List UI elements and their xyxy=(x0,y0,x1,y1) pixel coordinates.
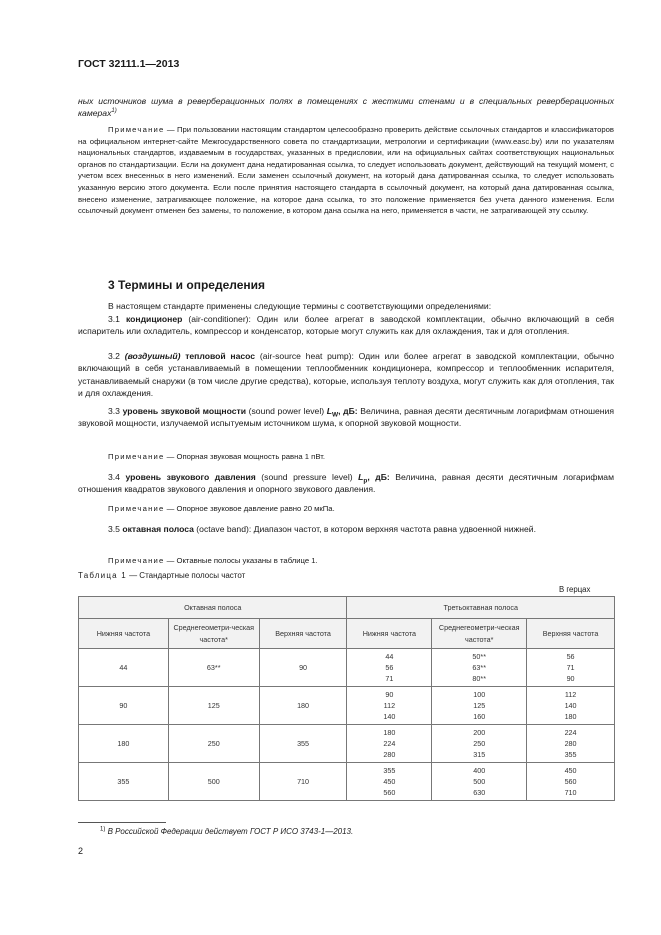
note-3-4: Примечание — Опорное звуковое давление равно 20 мкПа. xyxy=(108,504,335,513)
term-3-5: 3.5 октавная полоса (octave band): Диапазон частот, в котором верхняя частота равна удвоенной нижней. xyxy=(108,524,536,534)
header-octave-center: Среднегеометри-ческая частота* xyxy=(168,619,259,649)
cell: 44 56 71 xyxy=(347,649,432,687)
continued-paragraph: ных источников шума в реверберационных полях в помещениях с жесткими стенами и в специальных реверберационных камерах$^{1)}$ xyxy=(78,96,614,119)
cell: 90 112 140 xyxy=(347,687,432,725)
cell: 200 250 315 xyxy=(432,725,527,763)
page-number: 2 xyxy=(78,846,84,856)
note-3-5: Примечание — Октавные полосы указаны в таблице 1. xyxy=(108,556,318,565)
cell: 125 xyxy=(168,687,259,725)
footnote: $^{1)}$ В Российской Федерации действует ГОСТ Р ИСО 3743-1—2013. xyxy=(100,826,354,836)
note-references: Примечание — При пользовании настоящим стандартом целесообразно проверить действие ссылочных стандартов и классификаторов на официальном интернет-сайте Межгосударственного совета по стандартизации, метрологии и сертификации (www.easc.by) или по указателям национальных стандартов, издаваемым в государствах, указанных в предисловии, или на официальных сайтах соответствующих национальных органов по стандартизации. Если на документ дана недатированная ссылка, то следует использовать документ, действующий на текущий момент, с учетом всех внесенных в него изменений. Если заменен ссылочный документ, на который дана датированная ссылка, то следует использовать указанную версию этого документа. Если после принятия настоящего стандарта в ссылочный документ, на который дана датированная ссылка, внесено изменение, затрагивающее положение, на которое дана ссылка, то это положение применяется без учета данного изменения. Если ссылочный документ отменен без замены, то положение, в котором дана ссылка на него, применяется в части, не затрагивающей эту ссылку. xyxy=(78,125,614,216)
term-3-4: 3.4 уровень звукового давления (sound pressure level) $L_p$, дБ: Величина, равная десяти десятичным логарифмам отношения квадратов звукового давления и опорного звукового давления. xyxy=(78,472,614,495)
cell: 500 xyxy=(168,763,259,801)
table-row xyxy=(79,763,615,801)
cell: 450 560 710 xyxy=(527,763,615,801)
cell: 355 xyxy=(259,725,347,763)
header-third-lower: Нижняя частота xyxy=(347,619,432,649)
cell: 250 xyxy=(168,725,259,763)
term-3-3: 3.3 уровень звуковой мощности (sound power level) $L_W$, дБ: Величина, равная десяти десятичным логарифмам отношения звуковой мощности, излучаемой испытуемым источником шума, к опорной звуковой мощности. xyxy=(78,406,614,429)
header-third-center: Среднегеометри-ческая частота* xyxy=(432,619,527,649)
cell: 180 224 280 xyxy=(347,725,432,763)
cell: 355 450 560 xyxy=(347,763,432,801)
table-caption: Таблица 1 — Стандартные полосы частот xyxy=(78,571,246,580)
term-3-1: 3.1 кондиционер (air-conditioner): Один или более агрегат в заводской комплектации, обычно включающий в себя испаритель или охладитель, компрессор и конденсатор, которые могут служить как для охлаждения, так и для отопления. xyxy=(78,314,614,337)
note-3-3: Примечание — Опорная звуковая мощность равна 1 пВт. xyxy=(108,452,326,461)
table-row xyxy=(79,649,615,687)
cell: 63** xyxy=(168,649,259,687)
table-row xyxy=(79,687,615,725)
footnote-divider xyxy=(78,822,166,823)
header-third-octave-band: Третьоктавная полоса xyxy=(347,597,615,619)
term-3-2: 3.2 (воздушный) тепловой насос (air-source heat pump): Один или более агрегат в заводской комплектации, обычно включающий в себя устанавливаемый в помещении теплообменник кондиционера, компрессор и теплообменник испарителя, устанавливаемый снаружи (в том числе другие средства), которые, используя теплоту воздуха, могут служить как для отопления, так и для охлаждения. xyxy=(78,351,614,398)
cell: 710 xyxy=(259,763,347,801)
cell: 90 xyxy=(259,649,347,687)
header-octave-upper: Верхняя частота xyxy=(259,619,347,649)
cell: 50** 63** 80** xyxy=(432,649,527,687)
cell: 180 xyxy=(259,687,347,725)
document-header: ГОСТ 32111.1—2013 xyxy=(78,58,180,70)
cell: 90 xyxy=(79,687,169,725)
cell: 224 280 355 xyxy=(527,725,615,763)
cell: 355 xyxy=(79,763,169,801)
cell: 112 140 180 xyxy=(527,687,615,725)
table-row xyxy=(79,725,615,763)
section-intro: В настоящем стандарте применены следующие термины с соответствующими определениями: xyxy=(108,301,492,311)
header-octave-lower: Нижняя частота xyxy=(79,619,169,649)
cell: 100 125 160 xyxy=(432,687,527,725)
cell: 56 71 90 xyxy=(527,649,615,687)
cell: 44 xyxy=(79,649,169,687)
section-title: 3 Термины и определения xyxy=(108,278,266,292)
header-octave-band: Октавная полоса xyxy=(79,597,347,619)
header-third-upper: Верхняя частота xyxy=(527,619,615,649)
cell: 180 xyxy=(79,725,169,763)
frequency-bands-table xyxy=(78,596,615,801)
cell: 400 500 630 xyxy=(432,763,527,801)
table-units: В герцах xyxy=(559,585,591,594)
